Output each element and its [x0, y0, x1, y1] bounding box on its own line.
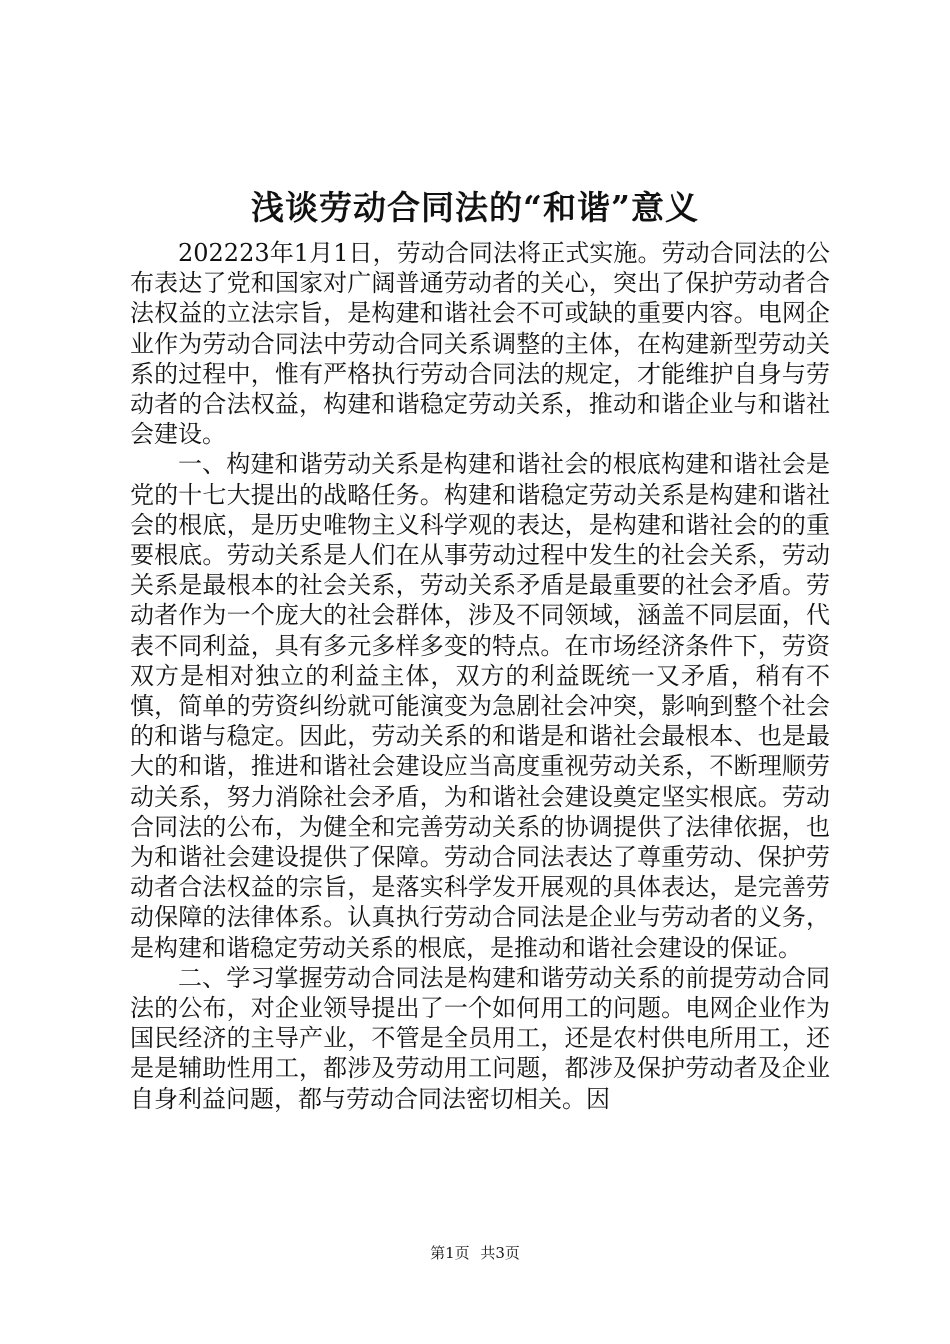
document-title: 浅谈劳动合同法的“和谐”意义 — [251, 188, 699, 227]
page-footer — [0, 1243, 950, 1263]
paragraph-section-two: 二、学习掌握劳动合同法是构建和谐劳动关系的前提劳动合同法的公布，对企业领导提出了一个如何用工的问题。电网企业作为国民经济的主导产业，不管是全员用工，还是农村供电所用工，还是是辅助性用工，都涉及劳动用工问题，都涉及保护劳动者及企业自身利益问题，都与劳动合同法密切相关。因 — [130, 963, 830, 1113]
paragraph-intro: 202223年1月1日，劳动合同法将正式实施。劳动合同法的公布表达了党和国家对广阔普通劳动者的关心，突出了保护劳动者合法权益的立法宗旨，是构建和谐社会不可或缺的重要内容。电网企业作为劳动合同法中劳动合同关系调整的主体，在构建新型劳动关系的过程中，惟有严格执行劳动合同法的规定，才能维护自身与劳动者的合法权益，构建和谐稳定劳动关系，推动和谐企业与和谐社会建设。 — [130, 239, 830, 449]
paragraph-section-one: 一、构建和谐劳动关系是构建和谐社会的根底构建和谐社会是党的十七大提出的战略任务。构建和谐稳定劳动关系是构建和谐社会的根底，是历史唯物主义科学观的表达，是构建和谐社会的的重要根底。劳动关系是人们在从事劳动过程中发生的社会关系，劳动关系是最根本的社会关系，劳动关系矛盾是最重要的社会矛盾。劳动者作为一个庞大的社会群体，涉及不同领域，涵盖不同层面，代表不同利益，具有多元多样多变的特点。在市场经济条件下，劳资双方是相对独立的利益主体，双方的利益既统一又矛盾，稍有不慎，简单的劳资纠纷就可能演变为急剧社会冲突，影响到整个社会的和谐与稳定。因此，劳动关系的和谐是和谐社会最根本、也是最大的和谐，推进和谐社会建设应当高度重视劳动关系，不断理顺劳动关系，努力消除社会矛盾，为和谐社会建设奠定坚实根底。劳动合同法的公布，为健全和完善劳动关系的协调提供了法律依据，也为和谐社会建设提供了保障。劳动合同法表达了尊重劳动、保护劳动者合法权益的宗旨，是落实科学发开展观的具体表达，是完善劳动保障的法律体系。认真执行劳动合同法是企业与劳动者的义务，是构建和谐稳定劳动关系的根底，是推动和谐社会建设的保证。 — [130, 450, 830, 962]
page-number: 第1页 — [430, 1244, 470, 1262]
document-body — [130, 238, 830, 1114]
page-total: 共3页 — [480, 1244, 520, 1262]
